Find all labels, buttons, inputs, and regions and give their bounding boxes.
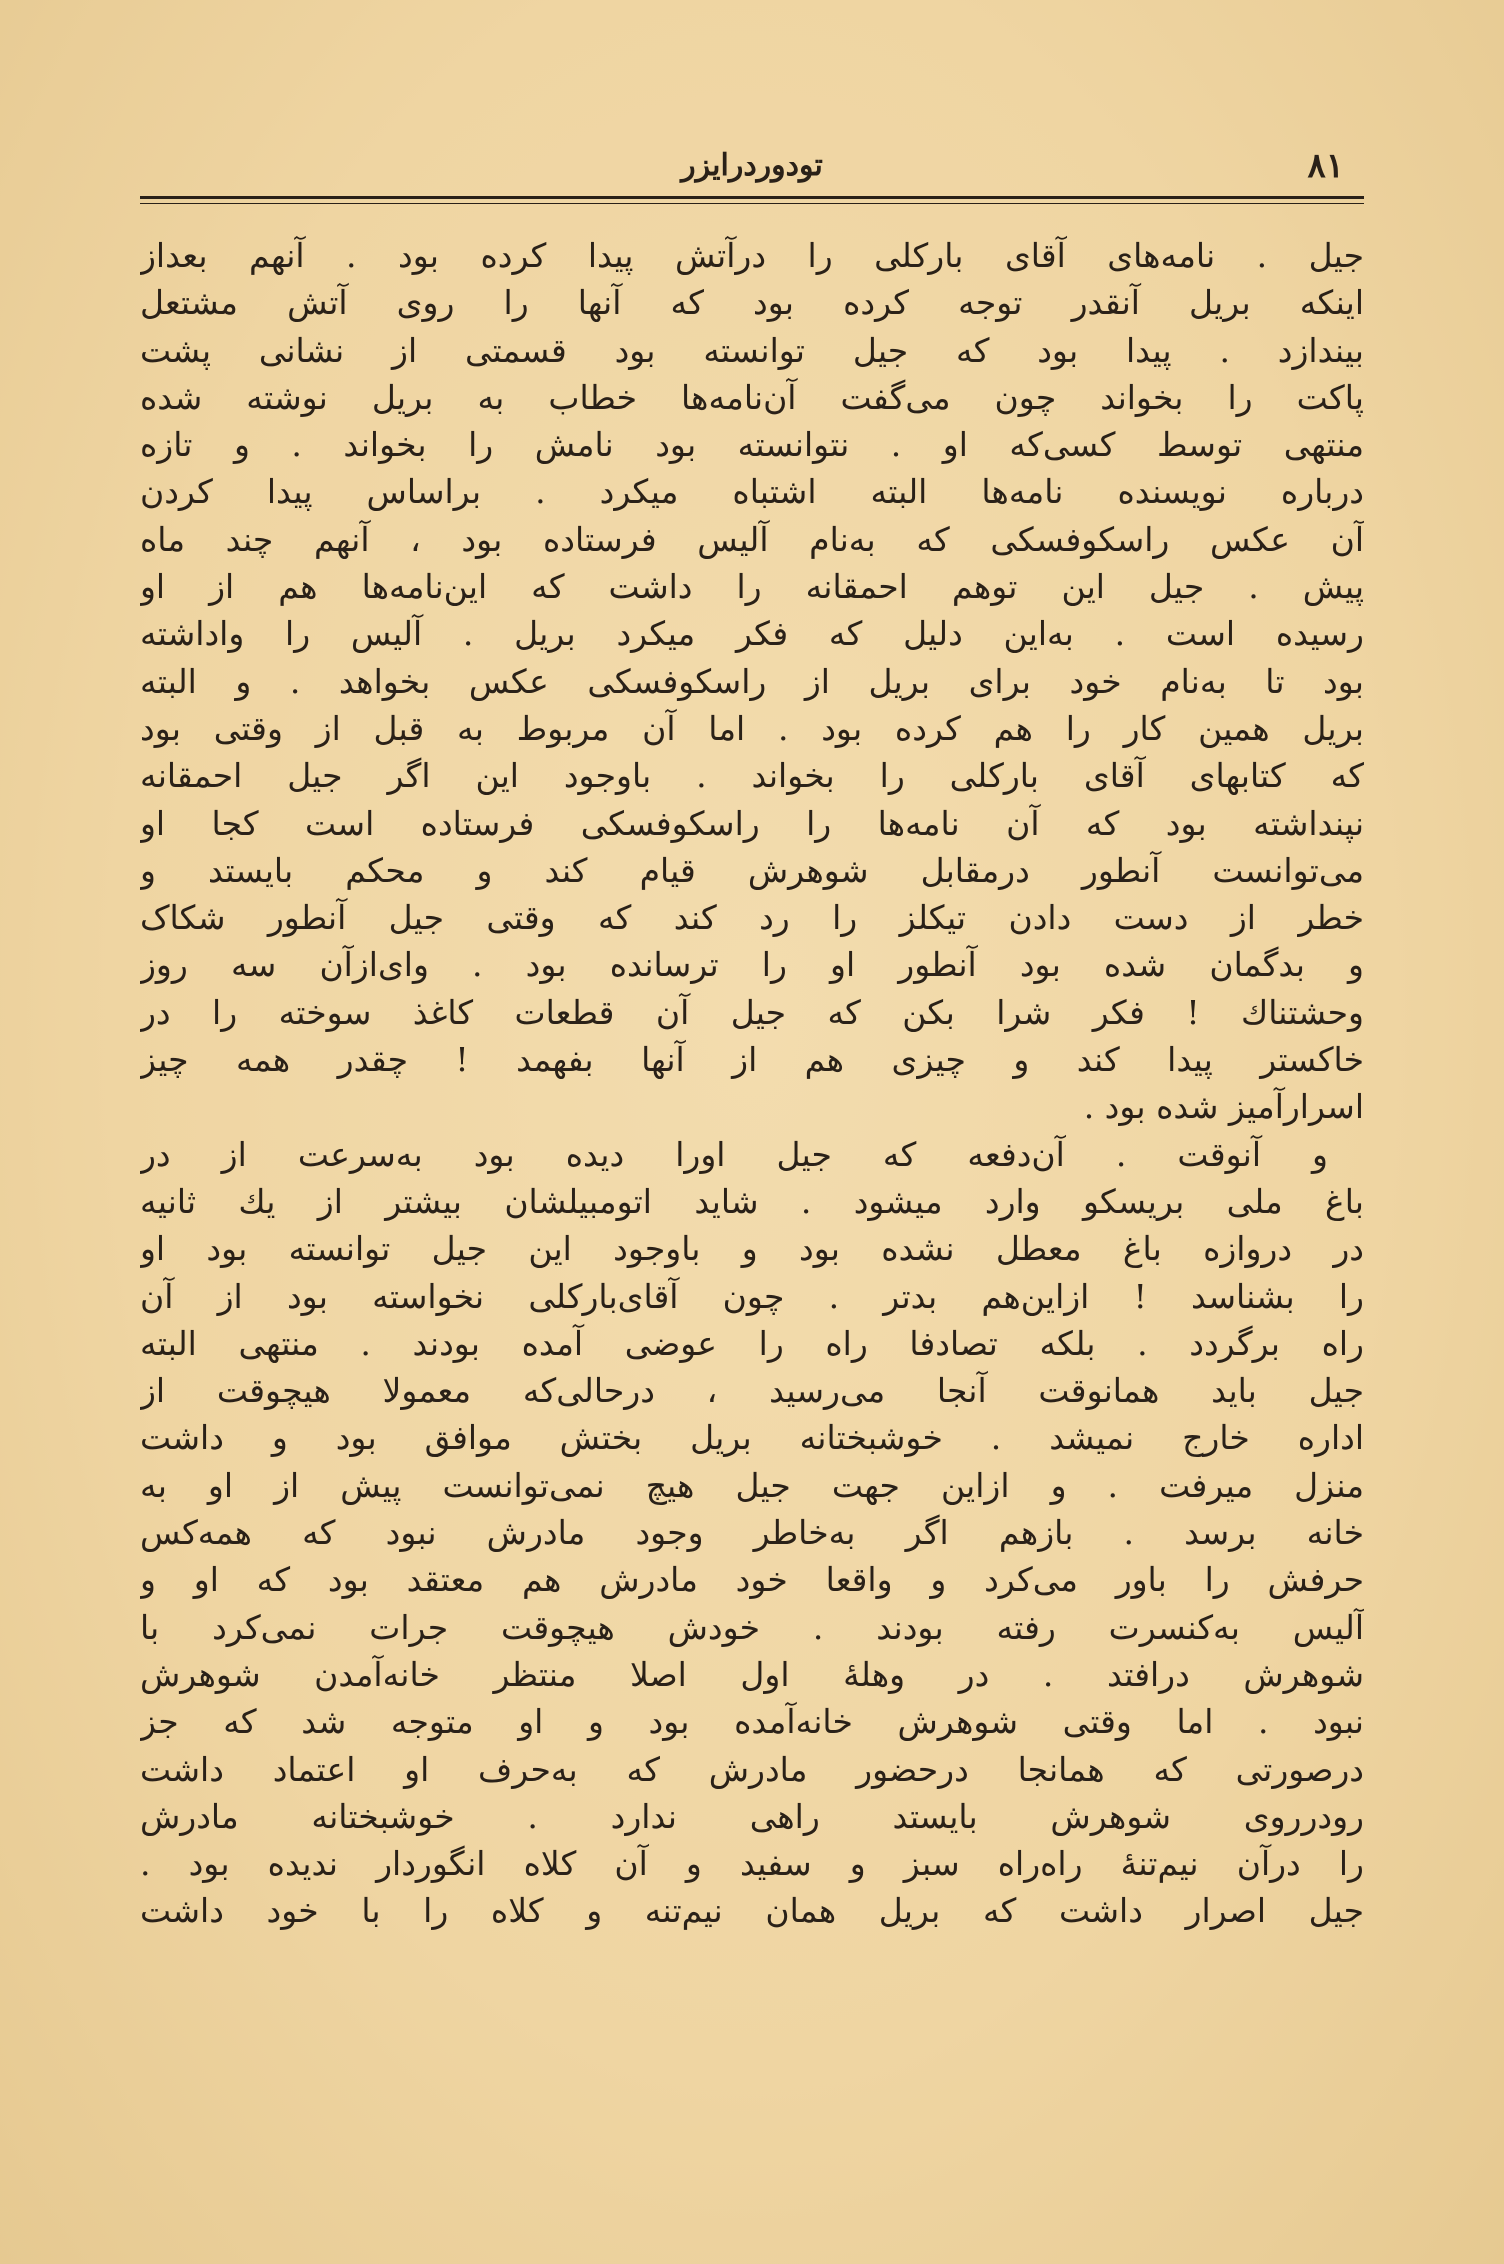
text-line: منتهی توسط کسی‌که او . نتوانسته بود نامش را بخواند . و تازه xyxy=(140,425,1364,465)
text-line: نبود . اما وقتی شوهرش خانه‌آمده بود و او متوجه شد که جز xyxy=(140,1702,1364,1742)
text-line: شوهرش درافتد . در وهلهٔ اول اصلا منتظر خانه‌آمدن شوهرش xyxy=(140,1654,1364,1694)
text-line: که کتابهای آقای بارکلی را بخواند . باوجود این اگر جیل احمقانه xyxy=(140,756,1364,796)
text-line: را بشناسد ! ازاین‌هم بدتر . چون آقای‌بارکلی نخواسته بود از آن xyxy=(140,1276,1364,1316)
text-line: جیل باید همانوقت آنجا می‌رسید ، درحالی‌که معمولا هیچوقت از xyxy=(140,1371,1364,1411)
header-rule-thin xyxy=(140,203,1364,204)
text-line: پیش . جیل این توهم احمقانه را داشت که این‌نامه‌ها هم از او xyxy=(140,567,1364,607)
text-line: اداره خارج نمیشد . خوشبختانه بریل بختش موافق بود و داشت xyxy=(140,1418,1364,1458)
running-title: تودوردرایزر xyxy=(681,148,823,183)
text-line: باغ ملی بریسکو وارد میشود . شاید اتومبیلشان بیشتر از یك ثانیه xyxy=(140,1181,1364,1221)
page-header xyxy=(140,140,1364,196)
text-line: وحشتناك ! فکر شرا بکن که جیل آن قطعات کاغذ سوخته را در xyxy=(140,992,1364,1032)
text-line: خطر از دست دادن تیکلز را رد کند که وقتی جیل آنطور شکاک xyxy=(140,898,1364,938)
text-line: درباره نویسنده نامه‌ها البته اشتباه میکرد . براساس پیدا کردن xyxy=(140,472,1364,512)
text-line: راه برگردد . بلکه تصادفا راه را عوضی آمده بودند . منتهی البته xyxy=(140,1323,1364,1363)
text-line: آلیس به‌کنسرت رفته بودند . خودش هیچوقت جرات نمی‌کرد با xyxy=(140,1607,1364,1647)
header-rule xyxy=(140,196,1364,199)
text-line: رودرروی شوهرش بایستد راهی ندارد . خوشبختانه مادرش xyxy=(140,1796,1364,1836)
text-line: پاکت را بخواند چون می‌گفت آن‌نامه‌ها خطاب به بریل نوشته شده xyxy=(140,377,1364,417)
text-line: نپنداشته بود که آن نامه‌ها را راسکوفسکی فرستاده است کجا او xyxy=(140,803,1364,843)
text-line: خاکستر پیدا کند و چیزی هم از آنها بفهمد ! چقدر همه چیز xyxy=(140,1040,1364,1080)
text-line: بیندازد . پیدا بود که جیل توانسته بود قسمتی از نشانی پشت xyxy=(140,330,1364,370)
text-line: اسرارآمیز شده بود . xyxy=(1083,1087,1364,1127)
text-line: آن عکس راسکوفسکی که به‌نام آلیس فرستاده بود ، آنهم چند ماه xyxy=(140,519,1364,559)
text-line: را درآن نیم‌تنهٔ راه‌راه سبز و سفید و آن کلاه انگوردار ندیده بود . xyxy=(140,1844,1364,1884)
text-line: جیل . نامه‌های آقای بارکلی را درآتش پیدا کرده بود . آنهم بعداز xyxy=(140,236,1364,275)
text-line: بود تا به‌نام خود برای بریل از راسکوفسکی عکس بخواهد . و البته xyxy=(140,661,1364,701)
page-number: ۸۱ xyxy=(1307,146,1344,186)
text-line: بریل همین کار را هم کرده بود . اما آن مربوط به قبل از وقتی بود xyxy=(140,708,1364,748)
text-line: حرفش را باور می‌کرد و واقعا خود مادرش هم معتقد بود که او و xyxy=(140,1560,1364,1600)
text-line: جیل اصرار داشت که بریل همان نیم‌تنه و کلاه را با خود داشت xyxy=(140,1891,1364,1931)
text-line: رسیده است . به‌این دلیل که فکر میکرد بریل . آلیس را واداشته xyxy=(140,614,1364,654)
text-line: می‌توانست آنطور درمقابل شوهرش قیام کند و محکم بایستد و xyxy=(140,850,1364,890)
text-line: خانه برسد . بازهم اگر به‌خاطر وجود مادرش نبود که همه‌کس xyxy=(140,1513,1364,1553)
body-text xyxy=(140,232,1364,2194)
text-line: در دروازه باغ معطل نشده بود و باوجود این جیل توانسته بود او xyxy=(140,1229,1364,1269)
text-line: منزل میرفت . و ازاین جهت جیل هیچ نمی‌توانست پیش از او به xyxy=(140,1465,1364,1505)
text-line: درصورتی که همانجا درحضور مادرش که به‌حرف او اعتماد داشت xyxy=(140,1749,1364,1789)
text-line: و آنوقت . آن‌دفعه که جیل اورا دیده بود به‌سرعت از در xyxy=(140,1134,1328,1174)
text-line: و بدگمان شده بود آنطور او را ترسانده بود . وای‌ازآن سه روز xyxy=(140,945,1364,985)
text-line: اینکه بریل آنقدر توجه کرده بود که آنها را روی آتش مشتعل xyxy=(140,283,1364,323)
